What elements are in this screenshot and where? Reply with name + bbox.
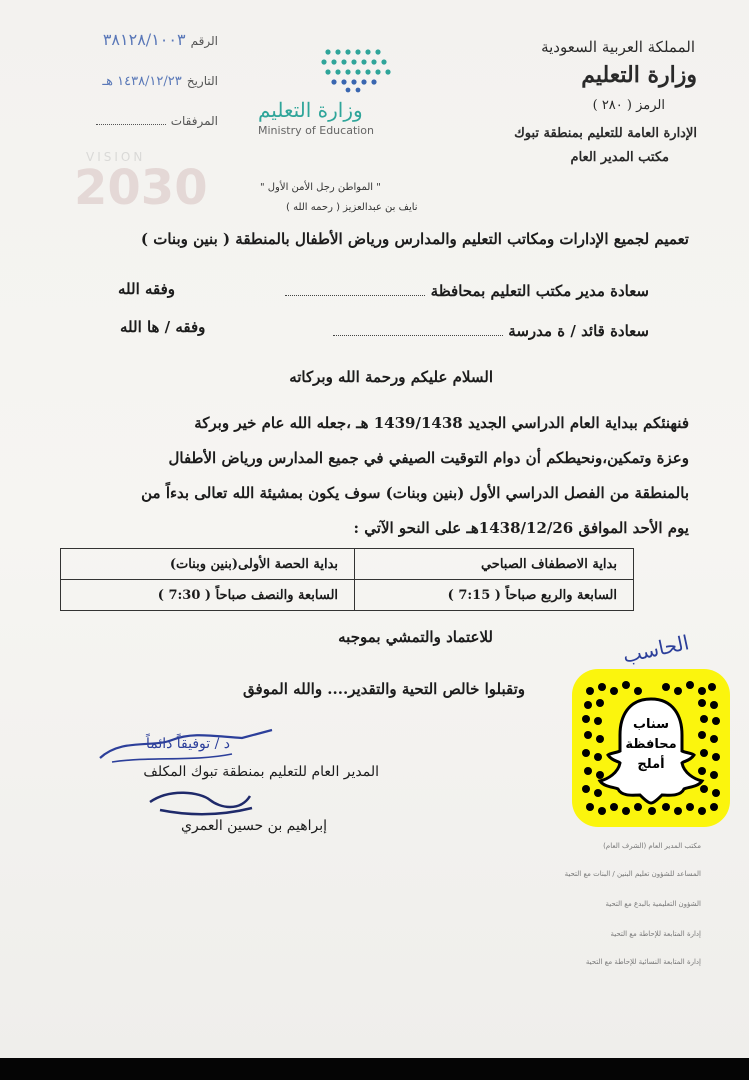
snapcode[interactable]: [572, 669, 730, 827]
letter-body: [57, 406, 689, 546]
cc-line: إدارة المتابعة النسائية للإحاطة مع التحية: [585, 958, 701, 966]
administration-name: الإدارة العامة للتعليم بمنطقة تبوك: [514, 126, 697, 141]
body-line-4: يوم الأحد الموافق 1438/12/26هـ على النحو الآتي :: [353, 519, 689, 537]
address-1-text: سعادة مدير مكتب التعليم بمحافظة: [430, 282, 649, 300]
quote-line-1: " المواطن رجل الأمن الأول ": [260, 182, 381, 193]
table-cell: السابعة والنصف صباحاً ( 7:30 ): [61, 580, 355, 611]
vision-label: VISION: [86, 150, 146, 164]
table-header-row: [61, 549, 634, 580]
greeting: السلام عليكم ورحمة الله وبركاته: [289, 368, 493, 386]
body-line-1: فنهنئكم ببداية العام الدراسي الجديد 1439/1438 هـ ،جعله الله عام خير وبركة: [194, 414, 689, 432]
bottom-black-bar: [0, 1058, 749, 1080]
attachments-blank: [96, 124, 166, 125]
ministry-logo-icon: [318, 44, 398, 94]
ministry-code: الرمز ( ٢٨٠ ): [592, 98, 665, 113]
address-1-blank: [285, 295, 425, 296]
number-field: [28, 30, 218, 49]
snapcode-line-3: أملج: [637, 757, 665, 772]
table-row: [61, 580, 634, 611]
signature-text: د / توفيقاً دائماً: [145, 736, 231, 752]
address-line-2: [333, 322, 649, 340]
snapcode-line-1: سناب: [632, 717, 670, 732]
office-name: مكتب المدير العام: [570, 150, 669, 165]
number-value: ٣٨١٢٨/١٠٠٣: [102, 30, 186, 49]
date-field: [28, 70, 218, 89]
cc-line: مكتب المدير العام (الشرف العام): [603, 842, 701, 850]
body-line-2: وعزة وتمكين،ونحيطكم أن دوام التوقيت الصيفي في جميع المدارس ورياض الأطفال: [168, 449, 689, 467]
vision-number: 2030: [74, 160, 208, 216]
address-2-blank: [333, 335, 503, 336]
logo-english-text: Ministry of Education: [258, 124, 375, 137]
table-cell: السابعة والربع صباحاً ( 7:15 ): [355, 580, 634, 611]
signature-scribble: [140, 782, 260, 822]
letter-subject: تعميم لجميع الإدارات ومكاتب التعليم والمدارس ورياض الأطفال بالمنطقة ( بنين وبنات ): [140, 230, 689, 248]
quote-line-2: نايف بن عبدالعزيز ( رحمه الله ): [286, 202, 418, 213]
cc-line: إدارة المتابعة للإحاطة مع التحية: [610, 930, 701, 938]
ministry-name: وزارة التعليم: [581, 62, 697, 88]
handwritten-signature: [92, 718, 282, 768]
signer-title: المدير العام للتعليم بمنطقة تبوك المكلف: [143, 764, 379, 780]
handwritten-note: [596, 630, 716, 670]
schedule-table: [60, 548, 634, 611]
address-1-suffix: وفقه الله: [118, 280, 176, 298]
signer-name: إبراهيم بن حسين العمري: [181, 818, 327, 834]
body-line-3: بالمنطقة من الفصل الدراسي الأول (بنين وبنات) سوف يكون بمشيئة الله تعالى بدءاً من: [141, 484, 689, 502]
number-label: الرقم: [190, 34, 218, 48]
vision-2030-logo: [66, 150, 206, 220]
closing-line-1: للاعتماد والتمشي بموجبه: [338, 628, 493, 646]
date-label: التاريخ: [186, 74, 218, 88]
date-value: ١٤٣٨/١٢/٢٣ هـ: [102, 74, 182, 89]
closing-line-2: وتقبلوا خالص التحية والتقدير.... والله الموفق: [243, 680, 525, 698]
cc-line: الشؤون التعليمية بالبدع مع التحية: [605, 900, 701, 908]
address-2-suffix: وفقه / ها الله: [120, 318, 206, 336]
table-header-cell: بداية الحصة الأولى(بنين وبنات): [61, 549, 355, 580]
kingdom-name: المملكة العربية السعودية: [541, 38, 695, 56]
handwritten-note-text: الحاسب: [620, 630, 692, 668]
address-2-text: سعادة قائد / ة مدرسة: [508, 322, 649, 340]
table-header-cell: بداية الاصطفاف الصباحي: [355, 549, 634, 580]
attachments-label: المرفقات: [170, 114, 218, 128]
snapcode-line-2: محافظة: [625, 737, 677, 752]
attachments-field: [28, 110, 218, 129]
address-line-1: [285, 282, 649, 300]
logo-arabic-text: وزارة التعليم: [258, 98, 363, 122]
cc-line: المساعد للشؤون تعليم البنين / البنات مع التحية: [564, 870, 701, 878]
